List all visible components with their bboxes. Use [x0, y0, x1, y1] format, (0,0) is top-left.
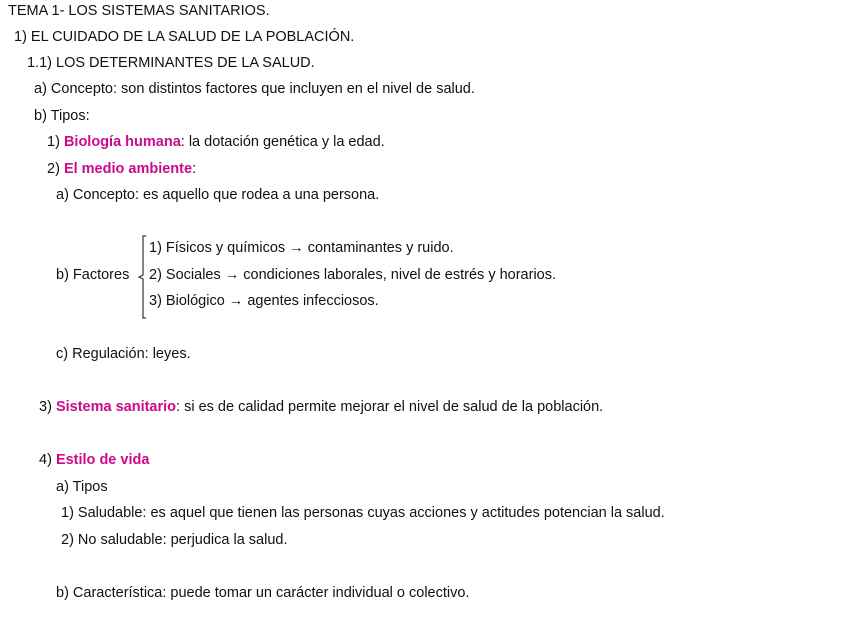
section-1-1-heading: 1.1) LOS DETERMINANTES DE LA SALUD. — [27, 55, 315, 71]
document-title: TEMA 1- LOS SISTEMAS SANITARIOS. — [8, 3, 270, 19]
tipo-estilo-de-vida — [39, 451, 149, 469]
factor-item: 2) Sociales → condiciones laborales, nivel de estrés y horarios. — [149, 267, 557, 283]
tipo-medio-ambiente — [47, 160, 196, 178]
medio-ambiente-concepto: a) Concepto: es aquello que rodea a una persona. — [56, 187, 380, 203]
tipo-number: 2) — [47, 161, 60, 177]
factores-label: b) Factores — [56, 267, 130, 283]
tipo-number: 1) — [47, 134, 60, 150]
tipo-term: Sistema sanitario — [55, 399, 177, 415]
tipo-number: 4) — [39, 452, 52, 468]
tipo-sistema-sanitario — [39, 398, 603, 416]
factor-item: 3) Biológico → agentes infecciosos. — [149, 293, 379, 309]
concepto-line: a) Concepto: son distintos factores que incluyen en el nivel de salud. — [34, 81, 475, 97]
tipo-term: Estilo de vida — [55, 452, 150, 468]
tipo-biologia-humana — [47, 133, 385, 151]
section-1-heading: 1) EL CUIDADO DE LA SALUD DE LA POBLACIÓN. — [14, 29, 355, 45]
estilo-no-saludable: 2) No saludable: perjudica la salud. — [61, 532, 288, 548]
tipo-description: : la dotación genética y la edad. — [180, 134, 385, 150]
tipo-term: Biología humana — [63, 134, 181, 150]
tipo-number: 3) — [39, 399, 52, 415]
estilo-caracteristica: b) Característica: puede tomar un carácter individual o colectivo. — [56, 585, 470, 601]
tipo-term: El medio ambiente — [63, 161, 193, 177]
factor-item: 1) Físicos y químicos → contaminantes y ruido. — [149, 240, 454, 256]
tipo-description: : si es de calidad permite mejorar el nivel de salud de la población. — [176, 399, 604, 415]
tipos-line: b) Tipos: — [34, 108, 90, 124]
estilo-tipos: a) Tipos — [56, 479, 108, 495]
tipo-description: : — [192, 161, 197, 177]
estilo-saludable: 1) Saludable: es aquel que tienen las personas cuyas acciones y actitudes potencian la salud. — [61, 505, 665, 521]
medio-ambiente-regulacion: c) Regulación: leyes. — [56, 346, 191, 362]
